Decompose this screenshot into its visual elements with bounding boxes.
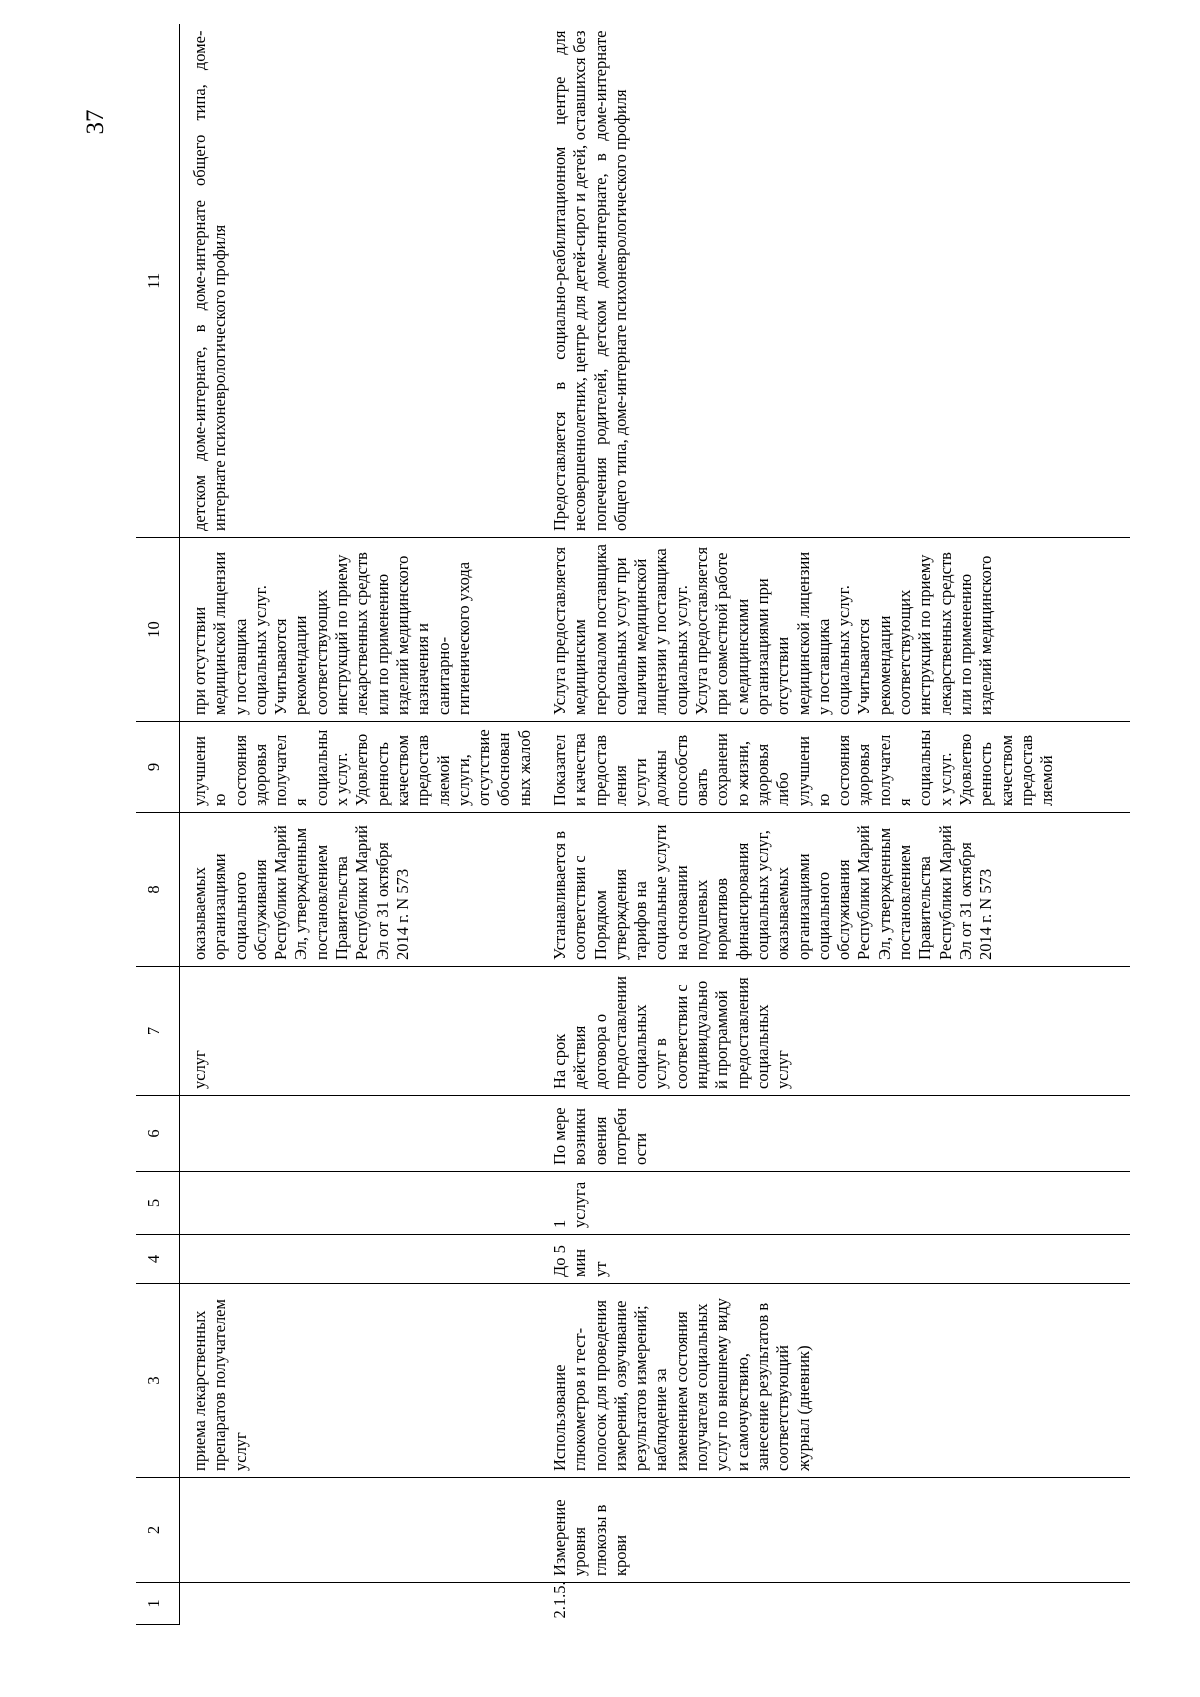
header-col-9: 9 (136, 722, 180, 813)
header-col-4: 4 (136, 1235, 180, 1284)
header-col-11: 11 (136, 25, 180, 538)
table-row-continued (180, 25, 551, 1625)
cell-service-name (180, 1478, 551, 1583)
header-col-6: 6 (136, 1096, 180, 1172)
cell-term: услуг (180, 967, 551, 1096)
cell-number: 2.1.5. (550, 1581, 569, 1619)
header-col-10: 10 (136, 538, 180, 722)
cell-tariff: Устанавливается в соответствии с Порядком утверждения тарифов на социальные услуги на основании подушевых нормативов финансирования социальных услуг, оказываемых организациями социального обслуживания Республики Марий Эл, утвержденным постановлением Правительства Республики Марий Эл от 31 октября 2014 г. N 573 (550, 813, 1130, 967)
cell-tariff: оказываемых организациями социального обслуживания Республики Марий Эл, утвержденным постановлением Правительства Республики Марий Эл от 31 октября 2014 г. N 573 (180, 813, 551, 967)
cell-providers: Предоставляется в социально-реабилитационном центре для несовершеннолетних, центре для детей-сирот и детей, оставшихся без попечения родителей, детском доме-интернате, в доме-интернате общего типа, доме-интернате психоневрологического профиля (550, 25, 1130, 538)
table-row-2-1-5 (550, 25, 1130, 1625)
cell-service-name: Измерение уровня глюкозы в крови (550, 1478, 1130, 1583)
header-col-5: 5 (136, 1172, 180, 1235)
cell-duration: До 5 минут (550, 1235, 1130, 1284)
header-col-7: 7 (136, 967, 180, 1096)
cell-term: На срок действия договора о предоставлении социальных услуг в соответствии с индивидуальной программой предоставления социальных услуг (550, 967, 1130, 1096)
header-col-1: 1 (136, 1583, 180, 1625)
header-col-2: 2 (136, 1478, 180, 1583)
cell-conditions: Услуга предоставляется медицинским персоналом поставщика социальных услуг при наличии медицинской лицензии у поставщика социальных услуг. Услуга предоставляется при совместной работе с медицинскими организациями при отсутствии медицинской лицензии у поставщика социальных услуг. Учитываются рекомендации соответствующих инструкций по приему лекарственных средств или по применению изделий медицинского (550, 538, 1130, 722)
cell-unit: 1 услуга (550, 1172, 1130, 1235)
cell-unit (180, 1172, 551, 1235)
page-number: 37 (82, 109, 109, 135)
cell-frequency (180, 1096, 551, 1172)
cell-quality: Показатели качества предоставления услуги должны способствовать сохранению жизни, здоровья либо улучшению состояния здоровья получателя социальных услуг. Удовлетворенность качеством предоставляемой (550, 722, 1130, 813)
cell-description: Использование глюкометров и тест-полосок для проведения измерений, озвучивание результатов измерений; наблюдение за изменением состояния получателя социальных услуг по внешнему виду и самочувствию, занесение результатов в соответствующий журнал (дневник) (550, 1284, 1130, 1478)
cell-frequency: По мере возникновения потребности (550, 1096, 1130, 1172)
rotated-table-container (136, 25, 1176, 1625)
header-col-8: 8 (136, 813, 180, 967)
cell-description: приема лекарственных препаратов получателем услуг (180, 1284, 551, 1478)
cell-conditions: при отсутствии медицинской лицензии у поставщика социальных услуг. Учитываются рекомендации соответствующих инструкций по приему лекарственных средств или по применению изделий медицинского назначения и санитарно-гигиенического ухода (180, 538, 551, 722)
header-col-3: 3 (136, 1284, 180, 1478)
cell-duration (180, 1235, 551, 1284)
services-table (136, 25, 1130, 1626)
header-row (136, 25, 180, 1625)
cell-providers: детском доме-интернате, в доме-интернате общего типа, доме-интернате психоневрологического профиля (180, 25, 551, 538)
cell-number (180, 1583, 551, 1625)
cell-quality: улучшению состояния здоровья получателя социальных услуг. Удовлетворенность качеством предоставляемой услуги, отсутствие обоснованных жалоб (180, 722, 551, 813)
